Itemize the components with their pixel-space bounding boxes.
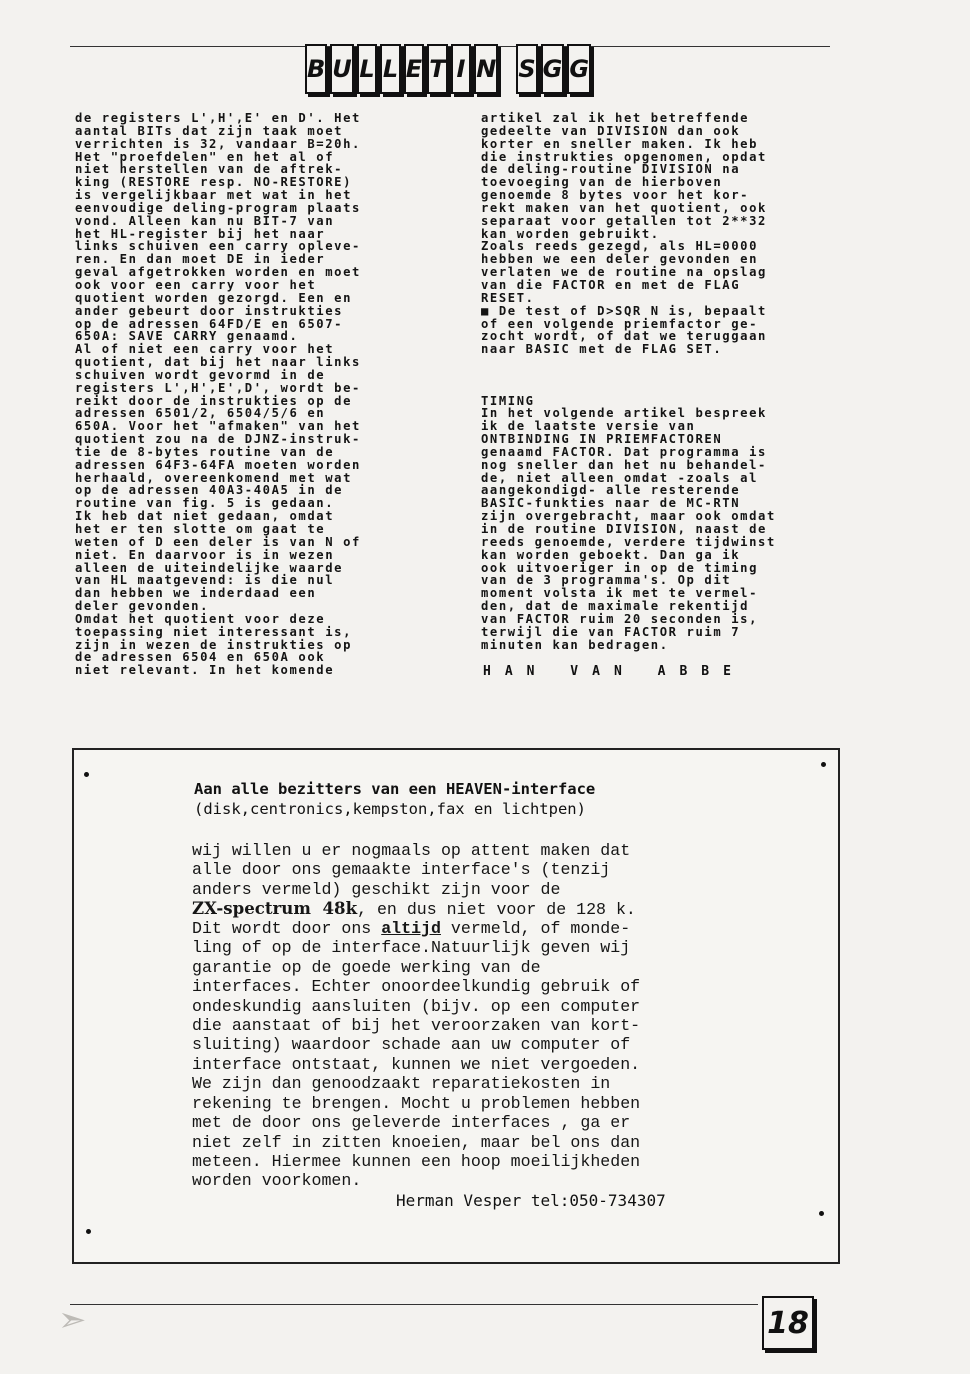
notice-title: Aan alle bezitters van een HEAVEN-interface	[194, 780, 596, 798]
article-line: van die FACTOR en met de FLAG	[481, 277, 741, 292]
article-line: RESET.	[481, 290, 535, 305]
masthead-letter: E	[404, 44, 424, 94]
article-line: niet herstellen van de aftrek-	[75, 162, 344, 177]
article-line: genaamd FACTOR. Dat programma is	[481, 444, 767, 459]
article-line: adressen 64F3-64FA moeten worden	[75, 457, 361, 472]
article-line: Het "proefdelen" en het al of	[75, 149, 335, 164]
author-signature: HAN VAN ABBE	[483, 664, 745, 679]
article-left-column	[75, 112, 435, 677]
article-line: toevoeging van de hierboven	[481, 175, 723, 190]
article-line: minuten kan bedragen.	[481, 637, 669, 652]
article-line: ook uitvoeriger in op de timing	[481, 560, 759, 575]
masthead-letter: G	[541, 44, 565, 94]
article-line: weten of D een deler is van N of	[75, 534, 361, 549]
corner-dot	[84, 772, 89, 777]
article-line: naar BASIC met de FLAG SET.	[481, 342, 723, 357]
notice-line: ZX-spectrum 48k, en dus niet voor de 128 k.	[192, 898, 636, 920]
article-line: op de adressen 40A3-40A5 in de	[75, 483, 344, 498]
article-line: registers L',H',E',D', wordt be-	[75, 380, 361, 395]
notice-line: ling of op de interface.Natuurlijk geven wij	[192, 938, 631, 958]
notice-line: garantie op de goede werking van de	[192, 957, 541, 977]
article-line: aantal BITs dat zijn taak moet	[75, 123, 344, 138]
article-line: dan hebben we inderdaad een	[75, 586, 317, 601]
article-line: niet. En daarvoor is in wezen	[75, 547, 335, 562]
article-line: ik de laatste versie van	[481, 419, 696, 434]
heaven-interface-notice	[72, 748, 840, 1264]
article-line: deler gevonden.	[75, 599, 210, 614]
article-line: den, dat de maximale rekentijd	[481, 599, 750, 614]
corner-dot	[821, 762, 826, 767]
article-line: die instrukties opgenomen, opdat	[481, 149, 767, 164]
article-line: of een volgende priemfactor ge-	[481, 316, 759, 331]
notice-line: We zijn dan genoodzaakt reparatiekosten in	[192, 1074, 611, 1094]
notice-line: interface ontstaat, kunnen we niet vergoeden.	[192, 1054, 641, 1074]
article-line: toepassing niet interessant is,	[75, 624, 353, 639]
notice-line: met de door ons geleverde interfaces , ga er	[192, 1113, 631, 1133]
notice-line: wij willen u er nogmaals op attent maken dat	[192, 841, 631, 860]
article-line: verlaten we de routine na opslag	[481, 265, 767, 280]
article-line: eenvoudige deling-program plaats	[75, 200, 361, 215]
faded-logo-mark: ➣	[58, 1300, 87, 1340]
article-line: is vergelijkbaar met wat in het	[75, 188, 353, 203]
notice-line: sluiting) waardoor schade aan uw computer of	[192, 1035, 631, 1055]
article-line: terwijl die van FACTOR ruim 7	[481, 624, 741, 639]
article-line: ook voor een carry voor het	[75, 277, 317, 292]
notice-line: rekening te brengen. Mocht u problemen hebben	[192, 1093, 641, 1113]
article-line: zocht wordt, of dat we teruggaan	[481, 329, 767, 344]
masthead-letter: L	[357, 44, 377, 94]
article-line: zijn in wezen de instrukties op	[75, 637, 353, 652]
article-line: het HL-register bij het naar	[75, 226, 326, 241]
article-line: zijn overgebracht, maar ook omdat	[481, 509, 776, 524]
article-line: reeds genoemde, verdere tijdwinst	[481, 534, 776, 549]
page-number: 18	[762, 1296, 814, 1350]
article-line: van HL maatgevend: is die nul	[75, 573, 335, 588]
masthead-letter: I	[451, 44, 471, 94]
article-line: niet relevant. In het komende	[75, 663, 335, 678]
article-line: genoemde 8 bytes voor het kor-	[481, 188, 750, 203]
article-line: TIMING	[481, 393, 535, 408]
article-line: links schuiven een carry opleve-	[75, 239, 361, 254]
article-line	[481, 356, 841, 369]
article-line: aangekondigd- alle resterende	[481, 483, 741, 498]
article-line: Zoals reeds gezegd, als HL=0000	[481, 239, 759, 254]
article-line: ONTBINDING IN PRIEMFACTOREN	[481, 432, 723, 447]
article-line: de deling-routine DIVISION na	[481, 162, 741, 177]
article-line: ■ De test of D>SQR N is, bepaalt	[481, 303, 767, 318]
masthead-letter: L	[380, 44, 400, 94]
article-line: de adressen 6504 en 650A ook	[75, 650, 326, 665]
article-line: separaat voor getallen tot 2**32	[481, 213, 767, 228]
masthead-letter: U	[330, 44, 354, 94]
article-line: het er ten slotte om gaat te	[75, 522, 326, 536]
article-line: korter en sneller maken. Ik heb	[481, 136, 759, 151]
corner-dot	[819, 1211, 824, 1216]
article-line: geval afgetrokken worden en moet	[75, 265, 361, 280]
article-line: routine van fig. 5 is gedaan.	[75, 496, 335, 511]
notice-line: alle door ons gemaakte interface's (tenzij	[192, 860, 611, 880]
notice-line: meteen. Hiermee kunnen een hoop moeilijkheden	[192, 1152, 641, 1171]
notice-line: die aanstaat of bij het veroorzaken van kort-	[192, 1015, 641, 1035]
article-line: van de 3 programma's. Op dit	[481, 573, 732, 588]
article-line: ander gebeurt door instrukties	[75, 303, 344, 318]
article-line: artikel zal ik het betreffende	[481, 111, 750, 125]
notice-subtitle: (disk,centronics,kempston,fax en lichtpen)	[194, 800, 586, 818]
article-line: herhaald, overeenkomend met wat	[75, 470, 353, 485]
article-line: de registers L',H',E' en D'. Het	[75, 111, 361, 125]
article-line: verrichten is 32, vandaar B=20h.	[75, 136, 361, 151]
notice-body	[192, 841, 640, 1191]
article-line: moment volsta ik met te vermel-	[481, 586, 759, 601]
article-line: de, niet alleen omdat -zoals al	[481, 470, 759, 485]
article-line: hebben we een deler gevonden en	[481, 252, 759, 267]
masthead-spacer	[501, 44, 513, 94]
footer-rule	[70, 1304, 758, 1305]
article-line: BASIC-funkties naar de MC-RTN	[481, 496, 741, 511]
notice-line: ondeskundig aansluiten (bijv. op een computer	[192, 996, 641, 1016]
article-line: Ik heb dat niet gedaan, omdat	[75, 509, 335, 524]
article-line: kan worden geboekt. Dan ga ik	[481, 547, 741, 562]
article-line	[481, 369, 841, 382]
article-line: quotient, dat bij het naar links	[75, 355, 361, 370]
article-line: Al of niet een carry voor het	[75, 342, 335, 357]
article-line: vond. Alleen kan nu BIT-7 van	[75, 213, 335, 228]
article-line: quotient zou na de DJNZ-instruk-	[75, 432, 361, 447]
notice-line: interfaces. Echter onoordeelkundig gebruik of	[192, 977, 641, 997]
notice-line: anders vermeld) geschikt zijn voor de	[192, 879, 561, 899]
article-line: adressen 6501/2, 6504/5/6 en	[75, 406, 326, 421]
article-line: kan worden gebruikt.	[481, 226, 660, 241]
masthead-letter: G	[567, 44, 591, 94]
article-line: reikt door de instrukties op de	[75, 393, 353, 408]
article-line: in de routine DIVISION, naast de	[481, 522, 767, 536]
article-line: In het volgende artikel bespreek	[481, 406, 767, 421]
masthead-letter: B	[305, 44, 327, 94]
masthead-letter: S	[516, 44, 537, 94]
corner-dot	[86, 1229, 91, 1234]
article-line: 650A: SAVE CARRY genaamd.	[75, 329, 299, 344]
article-line: tie de 8-bytes routine van de	[75, 444, 335, 459]
article-line: alleen de uiteindelijke waarde	[75, 560, 344, 575]
article-right-column	[481, 112, 841, 651]
notice-line: niet zelf in zitten knoeien, maar bel ons dan	[192, 1132, 641, 1152]
notice-contact: Herman Vesper tel:050-734307	[396, 1191, 666, 1210]
article-line: nog sneller dan het nu behandel-	[481, 457, 767, 472]
notice-line: worden voorkomen.	[192, 1171, 362, 1191]
article-line: ren. En dan moet DE in ieder	[75, 252, 326, 267]
article-line: van FACTOR ruim 20 seconden is,	[481, 611, 759, 626]
article-line: schuiven wordt gevormd in de	[75, 367, 326, 382]
article-line: gedeelte van DIVISION dan ook	[481, 123, 741, 138]
article-line: king (RESTORE resp. NO-RESTORE)	[75, 175, 353, 190]
article-line: Omdat het quotient voor deze	[75, 611, 326, 626]
notice-line: Dit wordt door ons altijd vermeld, of monde-	[192, 918, 631, 938]
article-line: rekt maken van het quotient, ook	[481, 200, 767, 215]
masthead-logo	[305, 44, 591, 94]
article-line: quotient worden gezorgd. Een en	[75, 290, 353, 305]
article-line: 650A. Voor het "afmaken" van het	[75, 419, 361, 434]
article-line: op de adressen 64FD/E en 6507-	[75, 316, 344, 331]
masthead-letter: T	[427, 44, 447, 94]
masthead-letter: N	[474, 44, 498, 94]
article-line	[481, 382, 841, 395]
